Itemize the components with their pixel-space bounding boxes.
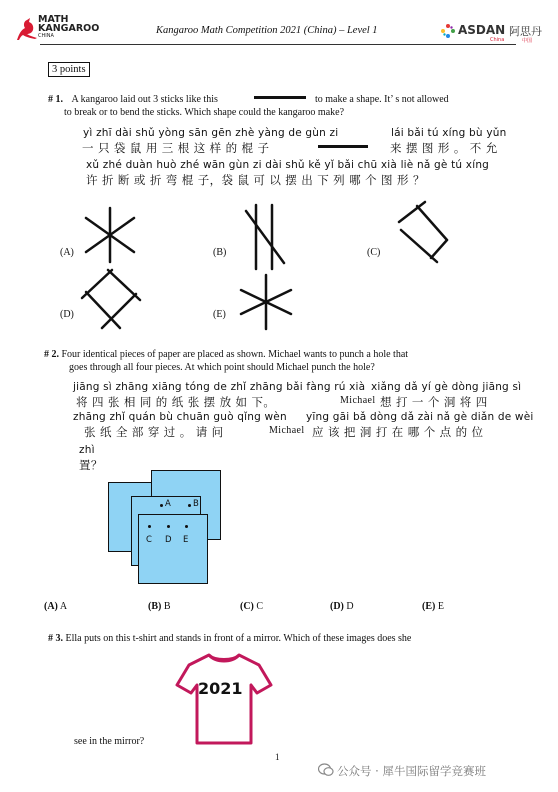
watermark: 公众号 · 犀牛国际留学竞赛班	[337, 764, 486, 778]
q2-answer-c[interactable]: (C) C	[240, 601, 264, 612]
q2-hanzi-1-michael: Michael	[340, 395, 376, 406]
q1-option-b-figure[interactable]	[240, 203, 290, 271]
asdan-brand-cn: 阿思丹	[509, 25, 542, 38]
q1-number: # 1.	[48, 94, 63, 105]
q2-point-d-label: D	[165, 535, 172, 545]
asdan-brand-sub: China	[490, 37, 505, 43]
q3-text-line2: see in the mirror?	[74, 736, 145, 747]
q2-point-c-label: C	[146, 535, 152, 545]
q2-point-e-dot[interactable]	[185, 525, 188, 528]
q1-hanzi-1b: 来 摆 图 形 。 不 允	[390, 141, 498, 155]
q2-point-b-label: B	[193, 499, 199, 509]
q1-text-cont: to make a shape. It’ s not allowed	[315, 94, 449, 105]
q3-text: # 3. Ella puts on this t-shirt and stands in front of a mirror. Which of these images does she	[48, 633, 412, 644]
q2-answer-a[interactable]: (A) A	[44, 601, 68, 612]
logo-line2: KANGAROO	[38, 23, 100, 34]
q2-point-e-label: E	[183, 535, 189, 545]
q1-option-c-figure[interactable]	[395, 200, 451, 264]
header	[0, 0, 558, 50]
q1-option-e-label[interactable]: (E)	[213, 309, 226, 320]
q2-hanzi-2b: 应 该 把 洞 打 在 哪 个 点 的 位	[312, 425, 484, 439]
q1-option-a-label[interactable]: (A)	[60, 247, 74, 258]
q2-hanzi-3: 置？	[79, 458, 103, 472]
q2-hanzi-1b: 想 打 一 个 洞 将 四	[380, 395, 488, 409]
asdan-brand-cn-sub: 中国	[522, 38, 533, 44]
q3-number: # 3.	[48, 633, 63, 644]
q1-inline-stick-2	[318, 145, 368, 148]
q2-pinyin-3: zhì	[79, 444, 95, 456]
q1-inline-stick	[254, 96, 306, 99]
kangaroo-logo-icon	[13, 16, 39, 42]
q2-pinyin-2a: zhāng zhǐ quán bù chuān guò qǐng wèn	[73, 411, 287, 423]
q2-answer-d[interactable]: (D) D	[330, 601, 354, 612]
logo-line3: CHINA	[38, 33, 54, 39]
q1-pinyin-2: xǔ zhé duàn huò zhé wān gùn zi dài shǔ kě yǐ bǎi chū xià liè nǎ gè tú xíng	[86, 159, 490, 171]
q1-text-line2: to break or to bend the sticks. Which shape could the kangaroo make?	[64, 107, 345, 118]
q1-option-b-label[interactable]: (B)	[213, 247, 227, 258]
q1-hanzi-2: 许 折 断 或 折 弯 棍 子，袋 鼠 可 以 摆 出 下 列 哪 个 图 形 ？	[86, 173, 425, 187]
q2-pinyin-1a: jiāng sì zhāng xiāng tóng de zhǐ zhāng bǎi fàng rú xià	[73, 381, 366, 393]
q1-option-c-label[interactable]: (C)	[367, 247, 381, 258]
page-title: Kangaroo Math Competition 2021 (China) – Level 1	[156, 25, 378, 36]
q2-hanzi-1a: 将 四 张 相 同 的 纸 张 摆 放 如 下。	[76, 395, 276, 409]
q1-pinyin-1a: yì zhī dài shǔ yòng sān gēn zhè yàng de gùn zi	[83, 127, 339, 139]
q2-point-a-dot[interactable]	[160, 504, 163, 507]
asdan-brand: ASDAN	[458, 23, 506, 37]
q1-text: # 1. A kangaroo laid out 3 sticks like this	[48, 94, 218, 105]
header-rule	[40, 44, 516, 45]
q2-text-line2: goes through all four pieces. At which point should Michael punch the hole?	[69, 362, 375, 373]
q3-tshirt-icon	[175, 651, 273, 747]
q2-answer-e[interactable]: (E) E	[422, 601, 444, 612]
q1-option-d-label[interactable]: (D)	[60, 309, 74, 320]
q2-point-b-dot[interactable]	[188, 504, 191, 507]
q2-answer-b[interactable]: (B) B	[148, 601, 171, 612]
q1-option-e-figure[interactable]	[236, 272, 296, 332]
q2-pinyin-2b: yīng gāi bǎ dòng dǎ zài nǎ gè diǎn de wèi	[306, 411, 534, 423]
q2-point-a-label: A	[165, 499, 171, 509]
q2-text: # 2. Four identical pieces of paper are placed as shown. Michael wants to punch a hole that	[44, 349, 409, 360]
q2-hanzi-2a: 张 纸 全 部 穿 过 。 请 问	[84, 425, 224, 439]
q2-hanzi-2-michael: Michael	[269, 425, 305, 436]
q1-option-d-figure[interactable]	[80, 268, 142, 330]
q2-point-c-dot[interactable]	[148, 525, 151, 528]
wechat-icon	[318, 763, 334, 777]
q1-hanzi-1a: 一 只 袋 鼠 用 三 根 这 样 的 棍 子	[82, 141, 270, 155]
asdan-logo-icon	[440, 23, 456, 39]
q2-number: # 2.	[44, 349, 59, 360]
q3-tshirt-text: 2021	[198, 679, 243, 698]
page-number: 1	[275, 752, 280, 762]
q2-point-d-dot[interactable]	[167, 525, 170, 528]
q1-option-a-figure[interactable]	[80, 205, 140, 265]
q2-pinyin-1b: xiǎng dǎ yí gè dòng jiāng sì	[371, 381, 522, 393]
q2-paper-figure	[108, 470, 220, 582]
logo-line1: MATH	[38, 14, 69, 25]
q1-pinyin-1b: lái bǎi tú xíng bù yǔn	[391, 127, 507, 139]
section-label: 3 points	[48, 62, 90, 77]
